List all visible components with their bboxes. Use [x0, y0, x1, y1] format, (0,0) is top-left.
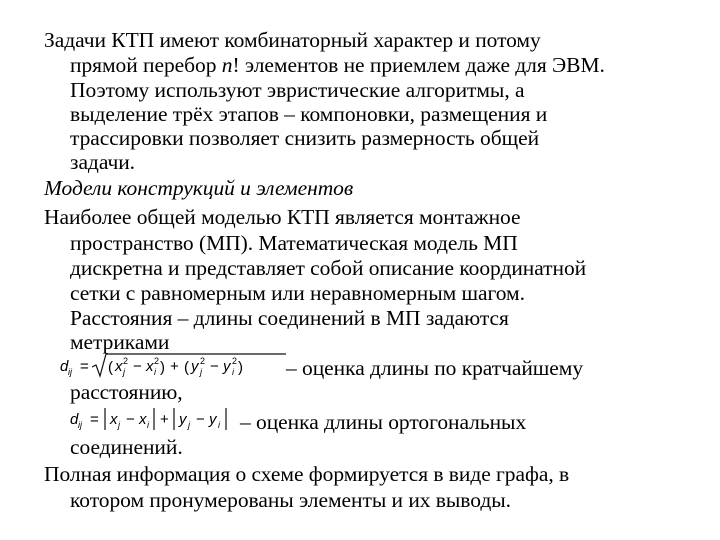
svg-text:x: x [139, 411, 147, 428]
euclidean-metric-description-cont: расстоянию, [70, 380, 183, 404]
paragraph1-line3: Поэтому используют эвристические алгоритмы, а [70, 78, 525, 102]
svg-text:y: y [223, 358, 231, 375]
svg-text:j: j [200, 367, 202, 377]
orthogonal-metric-formula [70, 404, 260, 434]
svg-text:(: ( [184, 359, 189, 376]
orthogonal-metric-description: – оценка длины ортогональных [240, 410, 527, 434]
svg-text:j: j [188, 420, 190, 430]
svg-text:): ) [160, 359, 165, 376]
svg-text:−: − [210, 358, 219, 375]
svg-text:i: i [154, 367, 156, 377]
paragraph2-line1: Наиболее общей моделью КТП является монтажное [44, 205, 521, 229]
paragraph2-line4: сетки с равномерным или неравномерным шагом. [70, 281, 525, 305]
formula-d: d [70, 411, 79, 428]
text-fragment: прямой перебор [70, 53, 222, 77]
euclidean-formula-graphic [60, 350, 288, 380]
orthogonal-metric-description-cont: соединений. [70, 435, 183, 459]
svg-text:(: ( [108, 359, 113, 376]
svg-text:j: j [123, 367, 125, 377]
svg-text:x: x [110, 411, 118, 428]
svg-text:2: 2 [200, 356, 206, 366]
svg-text:i: i [218, 420, 220, 430]
paragraph1-line2 [70, 53, 605, 77]
svg-text:y: y [191, 358, 199, 375]
text-fragment: ! элементов не приемлем даже для ЭВМ. [232, 53, 605, 77]
paragraph1-line1: Задачи КТП имеют комбинаторный характер и потому [44, 28, 541, 52]
paragraph3-line1: Полная информация о схеме формируется в виде графа, в [44, 462, 570, 486]
paragraph2-line6: метриками [70, 330, 170, 354]
svg-text:x: x [146, 358, 154, 375]
svg-text:y: y [179, 411, 187, 428]
svg-text:i: i [147, 420, 149, 430]
section-heading: Модели конструкций и элементов [44, 176, 354, 200]
paragraph3-line2: котором пронумерованы элементы и их выводы. [70, 488, 511, 512]
svg-text:=: = [80, 358, 89, 375]
formula-d: d [60, 358, 69, 375]
svg-text:−: − [196, 411, 205, 428]
formula-subscript: ij [78, 420, 82, 430]
svg-text:+: + [170, 358, 179, 375]
paragraph2-line2: пространство (МП). Математическая модель МП [70, 231, 518, 255]
svg-text:=: = [90, 411, 99, 428]
paragraph1-line4: выделение трёх этапов – компоновки, размещения и [70, 102, 548, 126]
svg-text:2: 2 [154, 356, 160, 366]
svg-text:2: 2 [232, 356, 238, 366]
variable-n: n [221, 53, 233, 77]
svg-text:+: + [160, 411, 169, 428]
euclidean-metric-formula [60, 350, 288, 380]
orthogonal-formula-graphic [70, 404, 260, 434]
svg-text:y: y [209, 411, 217, 428]
paragraph1-line6: задачи. [70, 150, 136, 174]
paragraph1-line5: трассировки позволяет снизить размерность общей [70, 126, 540, 150]
paragraph2-line5: Расстояния – длины соединений в МП задаются [70, 306, 509, 330]
svg-text:x: x [115, 358, 123, 375]
svg-text:): ) [238, 359, 243, 376]
svg-text:−: − [126, 411, 135, 428]
paragraph2-line3: дискретна и представляет собой описание координатной [70, 256, 587, 280]
svg-text:j: j [118, 420, 120, 430]
svg-text:2: 2 [123, 356, 129, 366]
euclidean-metric-description: – оценка длины по кратчайшему [286, 356, 584, 380]
svg-text:i: i [232, 367, 234, 377]
svg-text:−: − [133, 358, 142, 375]
formula-subscript: ij [68, 367, 72, 377]
